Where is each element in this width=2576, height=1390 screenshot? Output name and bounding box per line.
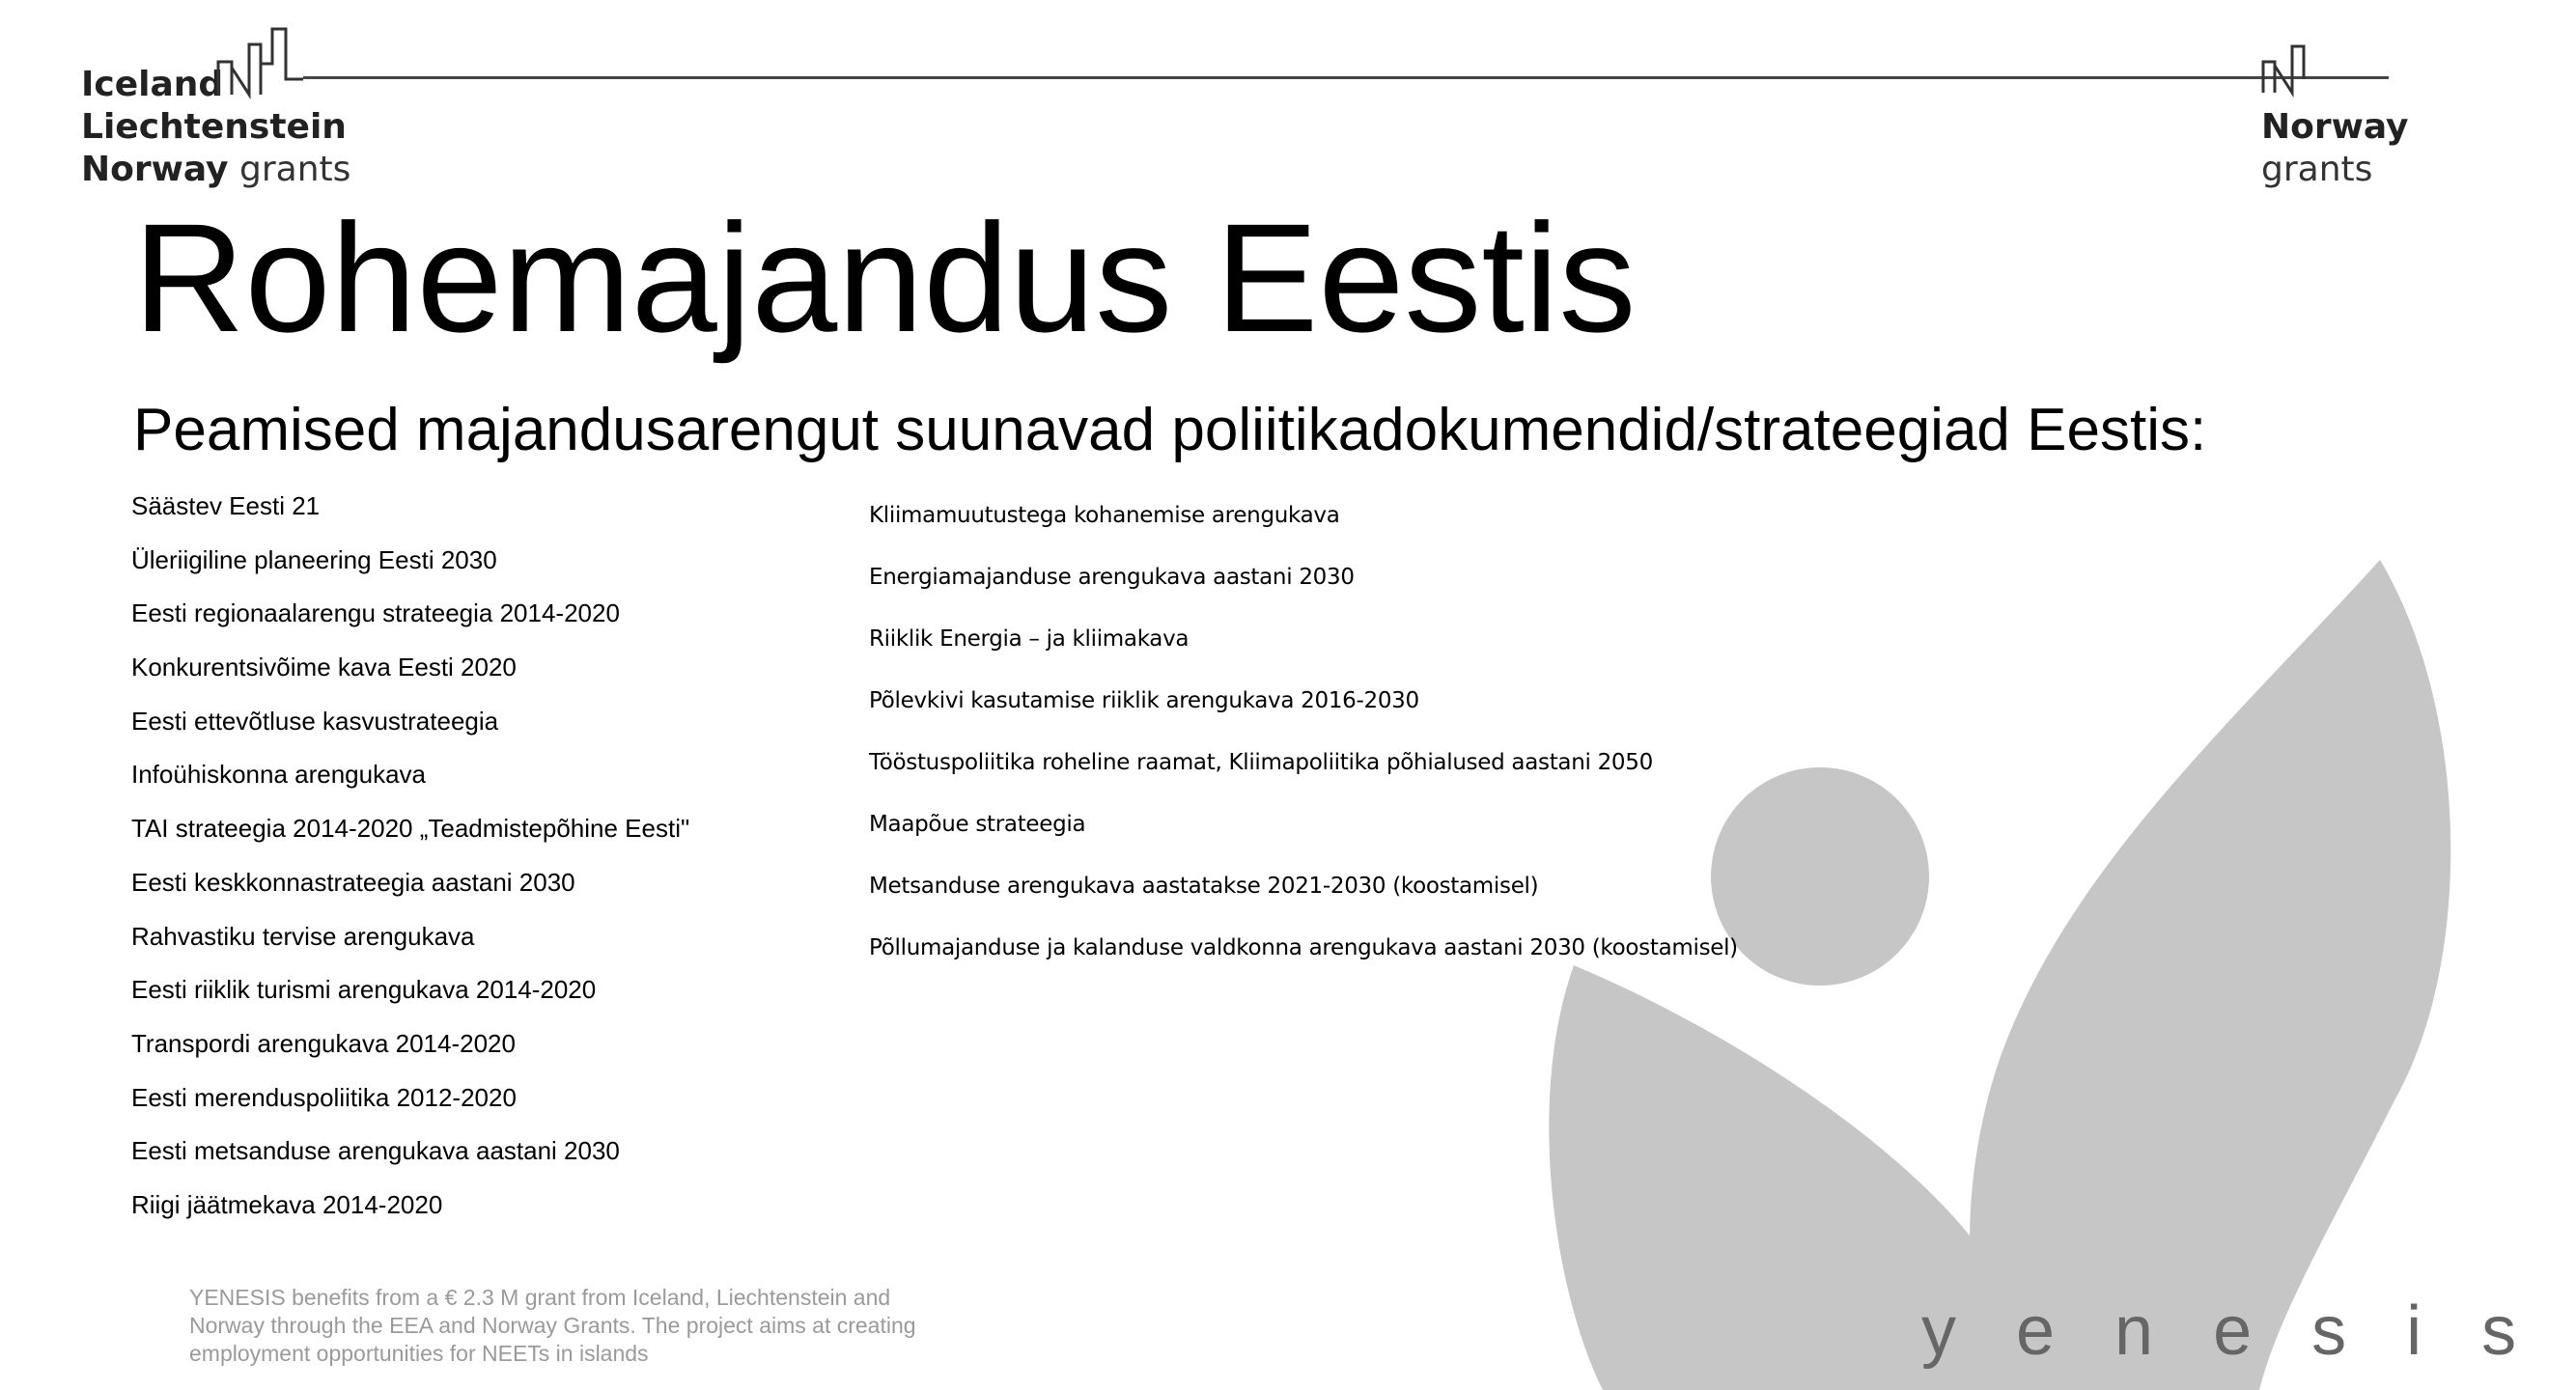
list-item: Riiklik Energia – ja kliimakava — [869, 626, 1190, 652]
norway-grants-logo — [2261, 106, 2409, 191]
list-item: Üleriigiline planeering Eesti 2030 — [131, 544, 497, 574]
logo-line-iceland: Iceland — [81, 65, 224, 104]
list-item: Maapõue strateegia — [869, 812, 1086, 837]
logo-right-grants: grants — [2261, 150, 2373, 189]
logo-line-liechtenstein: Liechtenstein — [81, 107, 347, 147]
skyline-outline-icon — [2261, 44, 2315, 95]
list-item: Säästev Eesti 21 — [131, 491, 321, 520]
list-item: Energiamajanduse arengukava aastani 2030 — [869, 565, 1355, 590]
list-item: Eesti metsanduse arengukava aastani 2030 — [131, 1136, 620, 1166]
list-item: Eesti keskkonnastrateegia aastani 2030 — [131, 867, 575, 897]
logo-line-norway: Norway — [81, 150, 229, 189]
list-item: Eesti regionaalarengu strateegia 2014-2020 — [131, 598, 620, 628]
slide-subtitle: Peamised majandusarengut suunavad poliitikadokumendid/strateegiad Eestis: — [133, 397, 2207, 463]
logo-right-norway: Norway — [2261, 107, 2409, 147]
slide-title: Rohemajandus Eestis — [133, 191, 1637, 364]
list-item: Eesti ettevõtluse kasvustrateegia — [131, 706, 499, 736]
list-item: Rahvastiku tervise arengukava — [131, 921, 475, 951]
list-item: Põlevkivi kasutamise riiklik arengukava 2016-2030 — [869, 688, 1419, 713]
list-item: Põllumajanduse ja kalanduse valdkonna arengukava aastani 2030 (koostamisel) — [869, 935, 1738, 960]
list-item: Riigi jäätmekava 2014-2020 — [131, 1189, 443, 1219]
left-document-list — [131, 485, 689, 1237]
header-rule — [303, 76, 2389, 79]
list-item: Eesti riiklik turismi arengukava 2014-2020 — [131, 975, 597, 1005]
list-item: Tööstuspoliitika roheline raamat, Kliimapoliitika põhialused aastani 2050 — [869, 750, 1653, 775]
logo-line-grants: grants — [238, 150, 351, 189]
skyline-outline-icon — [216, 25, 305, 97]
list-item: Konkurentsivõime kava Eesti 2020 — [131, 653, 517, 682]
right-document-list — [869, 494, 1738, 988]
list-item: Kliimamuutustega kohanemise arengukava — [869, 503, 1340, 528]
footer-grant-note: YENESIS benefits from a € 2.3 M grant from Iceland, Liechtenstein and Norway through the EEA and Norway Grants. The project aims at creating employment opportunities for NEETs in islands — [189, 1285, 916, 1366]
list-item: Transpordi arengukava 2014-2020 — [131, 1028, 516, 1058]
list-item: Metsanduse arengukava aastatakse 2021-2030 (koostamisel) — [869, 874, 1539, 899]
list-item: Eesti merenduspoliitika 2012-2020 — [131, 1082, 517, 1112]
list-item: Infoühiskonna arengukava — [131, 760, 427, 790]
yenesis-wordmark: yenesis — [1921, 1293, 2576, 1370]
list-item: TAI strateegia 2014-2020 „Teadmistepõhine Eesti" — [131, 814, 690, 844]
